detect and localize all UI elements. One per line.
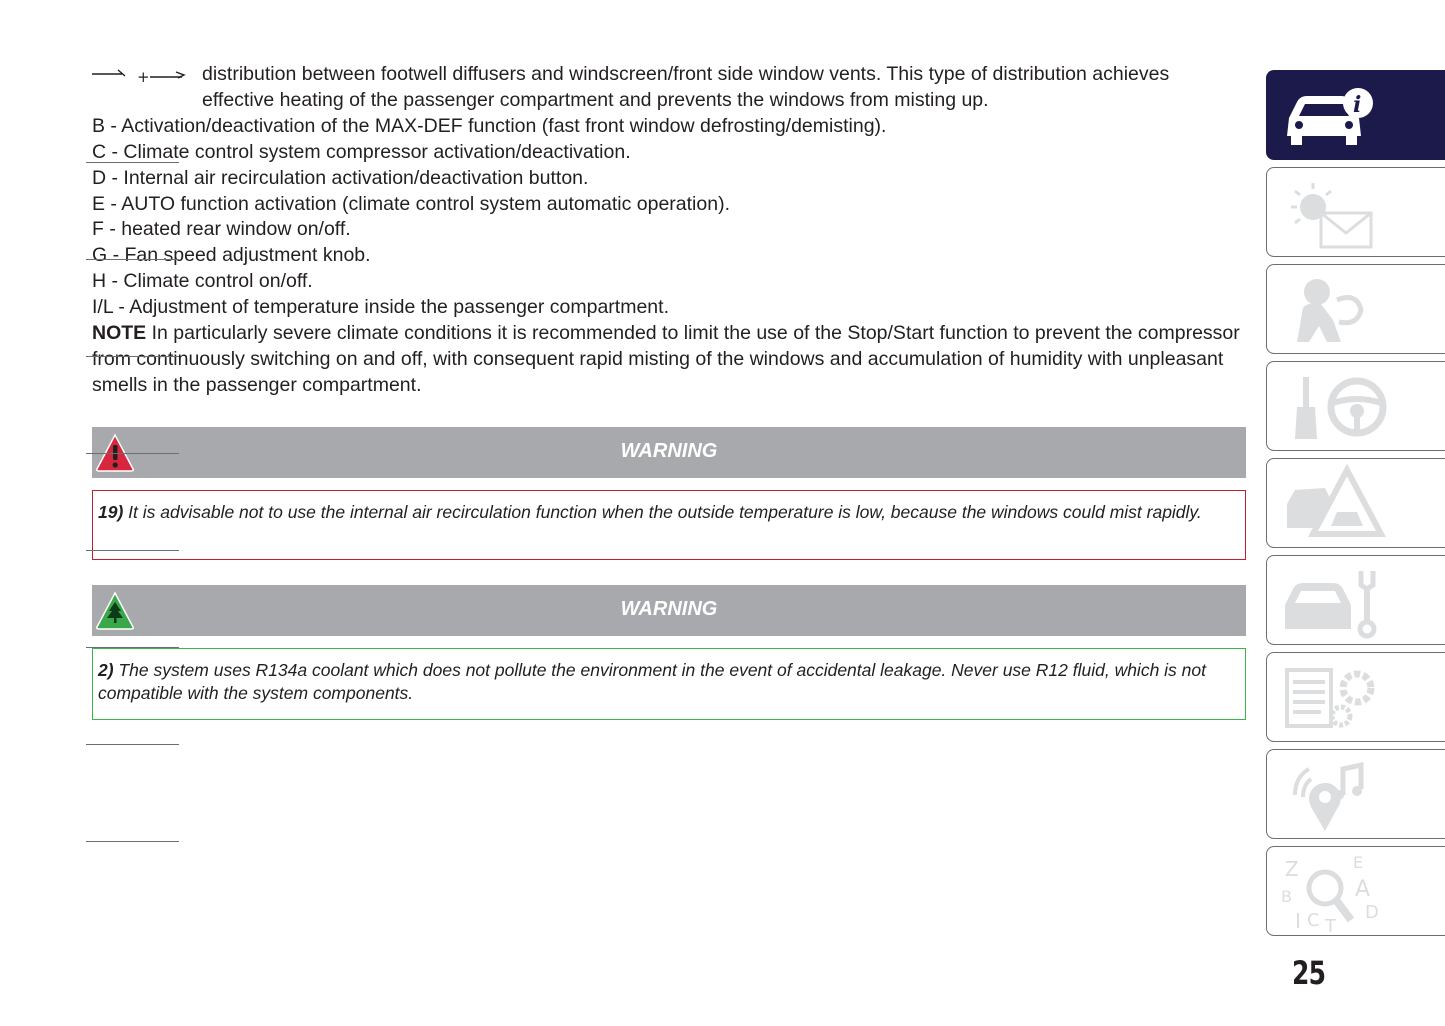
maintenance-icon (1281, 561, 1391, 641)
warning-number: 19) (98, 502, 124, 522)
index-letter: Z (1285, 857, 1299, 881)
tab-divider (86, 162, 179, 163)
index-letter: A (1355, 877, 1371, 902)
tab-safety[interactable] (1266, 264, 1445, 354)
index-letter: B (1281, 887, 1292, 906)
distribution-line (92, 62, 1246, 88)
tab-starting-driving[interactable] (1266, 361, 1445, 451)
starting-driving-icon (1281, 367, 1391, 447)
note-paragraph (92, 321, 1246, 399)
list-item: B - Activation/deactivation of the MAX-DEF function (fast front window defrosting/demisting). (92, 114, 887, 137)
tab-divider (86, 550, 179, 551)
tab-warning-lights[interactable] (1266, 167, 1445, 257)
tab-multimedia[interactable] (1266, 749, 1445, 839)
body-text (92, 62, 1246, 399)
index-letter: T (1325, 916, 1336, 932)
note-text: In particularly severe climate conditions it is recommended to limit the use of the Stop/Start function to prevent the compressor from continuously switching on and off, with consequent rapid misting of the windows and accumulation of humidity with unpleasant smells in the passenger compartment. (92, 322, 1240, 396)
list-item: I/L - Adjustment of temperature inside the passenger compartment. (92, 296, 669, 319)
list-item: H - Climate control on/off. (92, 270, 313, 293)
warning-text: It is advisable not to use the internal air recirculation function when the outside temperature is low, because the windows could mist rapidly. (123, 502, 1202, 522)
multimedia-icon (1281, 755, 1391, 835)
warning-box-2 (92, 648, 1246, 720)
list-item: G - Fan speed adjustment knob. (92, 244, 371, 267)
distribution-text-2: effective heating of the passenger compartment and prevents the windows from misting up. (202, 88, 989, 111)
tab-divider (86, 647, 179, 648)
list-item: E - AUTO function activation (climate control system automatic operation). (92, 192, 730, 215)
list-item: F - heated rear window on/off. (92, 218, 351, 241)
svg-text:i: i (1353, 92, 1362, 118)
index-letter: E (1353, 853, 1364, 872)
warning-title: WARNING (620, 598, 718, 620)
warning-number: 2) (98, 660, 114, 680)
warning-text: The system uses R134a coolant which does not pollute the environment in the event of accidental leakage. Never use R12 fluid, which is not compatible with the system components. (98, 660, 1206, 703)
index-letter: D (1365, 902, 1379, 923)
warning-title: WARNING (620, 440, 718, 462)
index-letter: C (1307, 910, 1320, 931)
tab-divider (86, 356, 179, 357)
tab-divider (86, 453, 179, 454)
warning-box-1 (92, 490, 1246, 560)
list-item: C - Climate control system compressor activation/deactivation. (92, 140, 631, 163)
tab-maintenance[interactable] (1266, 555, 1445, 645)
tab-divider (86, 744, 179, 745)
tab-car-info[interactable] (1266, 70, 1445, 160)
list-item: D - Internal air recirculation activation/deactivation button. (92, 166, 589, 189)
tab-divider (86, 259, 179, 260)
warning-header-1 (92, 427, 1246, 478)
tab-index[interactable] (1266, 846, 1445, 936)
index-letter: I (1295, 909, 1301, 932)
air-distribution-icon (92, 66, 187, 84)
warning-header-2 (92, 585, 1246, 636)
note-label: NOTE (92, 322, 147, 345)
safety-airbag-icon (1281, 270, 1391, 350)
car-info-icon (1281, 76, 1391, 156)
svg-text:+: + (137, 68, 150, 84)
technical-data-icon (1281, 658, 1391, 738)
distribution-text-1: distribution between footwell diffusers and windscreen/front side window vents. This type of distribution achieves (202, 63, 1170, 85)
emergency-icon (1281, 464, 1391, 544)
tab-technical-data[interactable] (1266, 652, 1445, 742)
tab-emergency[interactable] (1266, 458, 1445, 548)
warning-lights-messages-icon (1281, 173, 1391, 253)
tab-divider (86, 841, 179, 842)
index-icon (1281, 852, 1391, 932)
page-number: 25 (1292, 954, 1326, 992)
